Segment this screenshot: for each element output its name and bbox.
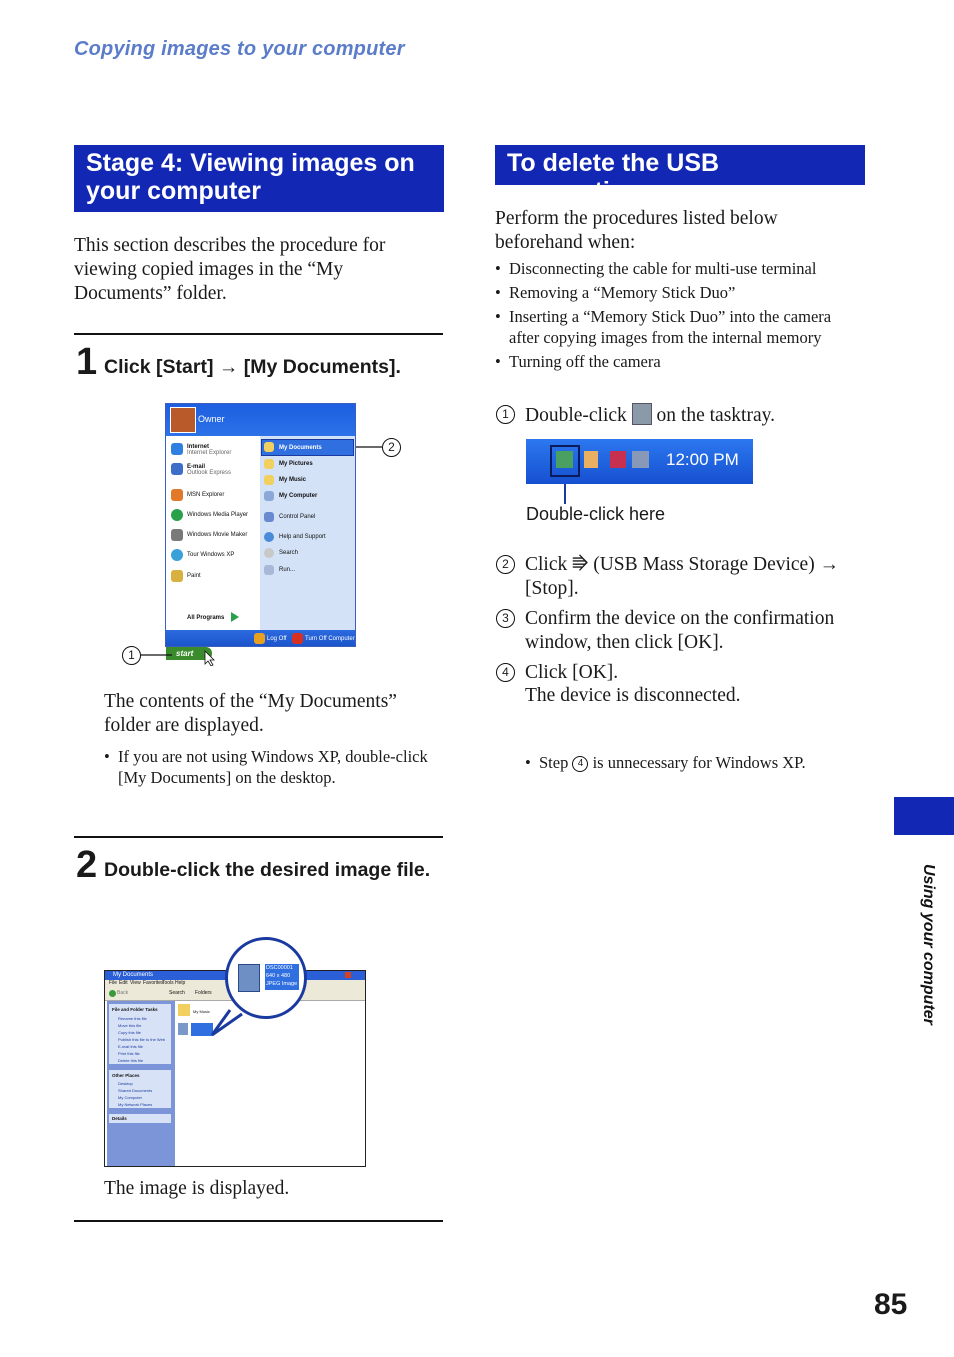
menu-item-msn[interactable]: MSN Explorer [187,492,225,498]
file-name: DSC00001 [266,965,293,971]
usb-step-2-pre: Click [525,554,568,575]
usb-step-4-result: The device is disconnected. [525,685,741,706]
tray-clock: 12:00 PM [666,450,739,469]
file-label-highlight [265,964,299,990]
task-publish[interactable]: Publish this file to the Web [118,1037,166,1042]
menu-item-help[interactable]: Help and Support [279,534,326,540]
note-step-circle: 4 [572,756,588,772]
menu-item-email-sub: Outlook Express [187,470,232,476]
step-circle-2: 2 [496,555,515,574]
section-heading-stage4: Stage 4: Viewing images on your computer [74,145,444,212]
menu-item-paint[interactable]: Paint [187,573,201,579]
menu-item-my-computer[interactable]: My Computer [279,493,318,499]
file-folder-tasks-panel [109,1004,171,1064]
note-pre: Step [539,753,569,772]
folder-my-music[interactable]: My Music [193,1009,210,1014]
owner-label: Owner [198,414,225,424]
tasks-title: File and Folder Tasks [112,1007,158,1012]
menu-item-my-pictures[interactable]: My Pictures [279,461,313,467]
tray-caption: Double-click here [526,504,666,524]
step-1-result: The contents of the “My Documents” folder are displayed. [104,691,397,736]
menu-help[interactable]: Help [175,980,186,986]
step-number-2: 2 [76,844,98,886]
usb-icon: ⭆ [572,554,589,575]
task-rename[interactable]: Rename this file [118,1016,147,1021]
callout-1: 1 [122,646,141,665]
step-1-note: • If you are not using Windows XP, double-click [My Documents] on the desktop. [104,746,438,788]
usb-step-4: Click [OK]. [525,662,619,683]
intro-text: This section describes the procedure for viewing copied images in the “My Documents” folder. [74,235,386,304]
tray-icon[interactable] [610,451,626,468]
usb-step-4-note [525,752,869,773]
step-circle-4: 4 [496,663,515,682]
tray-callout-line [564,484,566,504]
menu-favorites[interactable]: Favorites [143,980,164,986]
folder-icon[interactable] [178,1004,190,1016]
menu-item-tour[interactable]: Tour Windows XP [187,552,235,558]
menu-edit[interactable]: Edit [119,980,128,986]
divider [74,333,443,335]
back-icon[interactable] [109,990,116,997]
tasktray-screenshot [526,439,753,484]
usb-intro: Perform the procedures listed below beforehand when: [495,208,778,253]
all-programs[interactable]: All Programs [187,615,225,621]
menu-item-run[interactable]: Run... [279,567,296,573]
condition-item: • Disconnecting the cable for multi-use terminal [495,258,855,279]
task-move[interactable]: Move this file [118,1023,142,1028]
other-places-title: Other Places [112,1073,140,1078]
tray-icon[interactable] [632,451,649,468]
turn-off-button[interactable]: Turn Off Computer [305,636,355,642]
menu-item-search[interactable]: Search [279,550,299,556]
divider [74,836,443,838]
condition-item: • Removing a “Memory Stick Duo” [495,282,855,303]
menu-item-my-music[interactable]: My Music [279,477,307,483]
user-avatar [170,407,196,433]
menu-item-control-panel[interactable]: Control Panel [279,514,316,520]
place-my-computer[interactable]: My Computer [118,1095,143,1100]
details-title: Details [112,1116,127,1121]
folders-button[interactable]: Folders [195,990,212,996]
usb-step-1-pre: Double-click [525,405,627,426]
usb-step-2-post: (USB Mass Storage Device) → [Stop]. [525,554,840,599]
menu-view[interactable]: View [130,980,141,986]
chapter-tab [894,797,954,835]
zoom-pointer [200,1000,260,1040]
menu-item-movie-maker[interactable]: Windows Movie Maker [187,532,248,538]
step-circle-1: 1 [496,405,515,424]
condition-item: • Inserting a “Memory Stick Duo” into the camera after copying images from the internal memory [495,306,855,348]
image-file-icon [238,964,260,992]
task-email[interactable]: E-mail this file [118,1044,143,1049]
usb-step-1-post: on the tasktray. [656,405,775,426]
usb-step-3: Confirm the device on the confirmation window, then click [OK]. [525,608,835,653]
menu-item-media-player[interactable]: Windows Media Player [187,512,249,518]
image-file-icon[interactable] [178,1023,188,1035]
callout-2: 2 [382,438,401,457]
place-desktop[interactable]: Desktop [118,1081,133,1086]
step-2-result: The image is displayed. [104,1178,290,1199]
chapter-side-label: Using your computer [920,864,937,1025]
usb-conditions-list [495,258,855,372]
file-dimensions: 640 x 480 [266,973,291,979]
condition-item: • Turning off the camera [495,351,855,372]
search-button[interactable]: Search [169,990,185,996]
step-1-instruction: Click [Start] → [My Documents]. [104,356,401,378]
details-panel [109,1114,171,1123]
menu-item-internet-sub: Internet Explorer [187,450,232,456]
safely-remove-icon [632,403,652,425]
menu-item-email[interactable]: E-mail [187,464,206,470]
menu-item-internet[interactable]: Internet [187,444,210,450]
menu-tools[interactable]: Tools [162,980,174,986]
divider [74,1220,443,1222]
menu-item-my-documents[interactable]: My Documents [279,445,322,451]
log-off-button[interactable]: Log Off [267,636,287,642]
other-places-panel [109,1070,171,1108]
menu-file[interactable]: File [109,980,118,986]
usb-step-1 [525,403,855,428]
task-delete[interactable]: Delete this file [118,1058,144,1063]
explorer-title: My Documents [113,972,154,978]
file-type: JPEG Image [266,981,298,987]
tray-icon[interactable] [584,451,598,468]
place-network[interactable]: My Network Places [118,1102,153,1107]
place-shared-documents[interactable]: Shared Documents [118,1088,153,1093]
callout-lines [120,436,410,666]
usb-tray-icon[interactable] [556,451,573,468]
section-heading-usb: To delete the USB connection [495,145,865,185]
step-number-1: 1 [76,341,98,383]
running-header: Copying images to your computer [74,38,405,60]
start-menu-header [166,404,355,436]
start-button[interactable]: start [166,647,212,660]
task-print[interactable]: Print this file [118,1051,140,1056]
task-copy[interactable]: Copy this file [118,1030,141,1035]
usb-step-2 [525,553,855,601]
note-post: is unnecessary for Windows XP. [592,753,806,772]
back-button[interactable]: Back [117,990,129,996]
step-circle-3: 3 [496,609,515,628]
close-icon[interactable] [345,972,351,978]
step-2-instruction: Double-click the desired image file. [104,859,431,881]
page-number: 85 [874,1288,908,1321]
